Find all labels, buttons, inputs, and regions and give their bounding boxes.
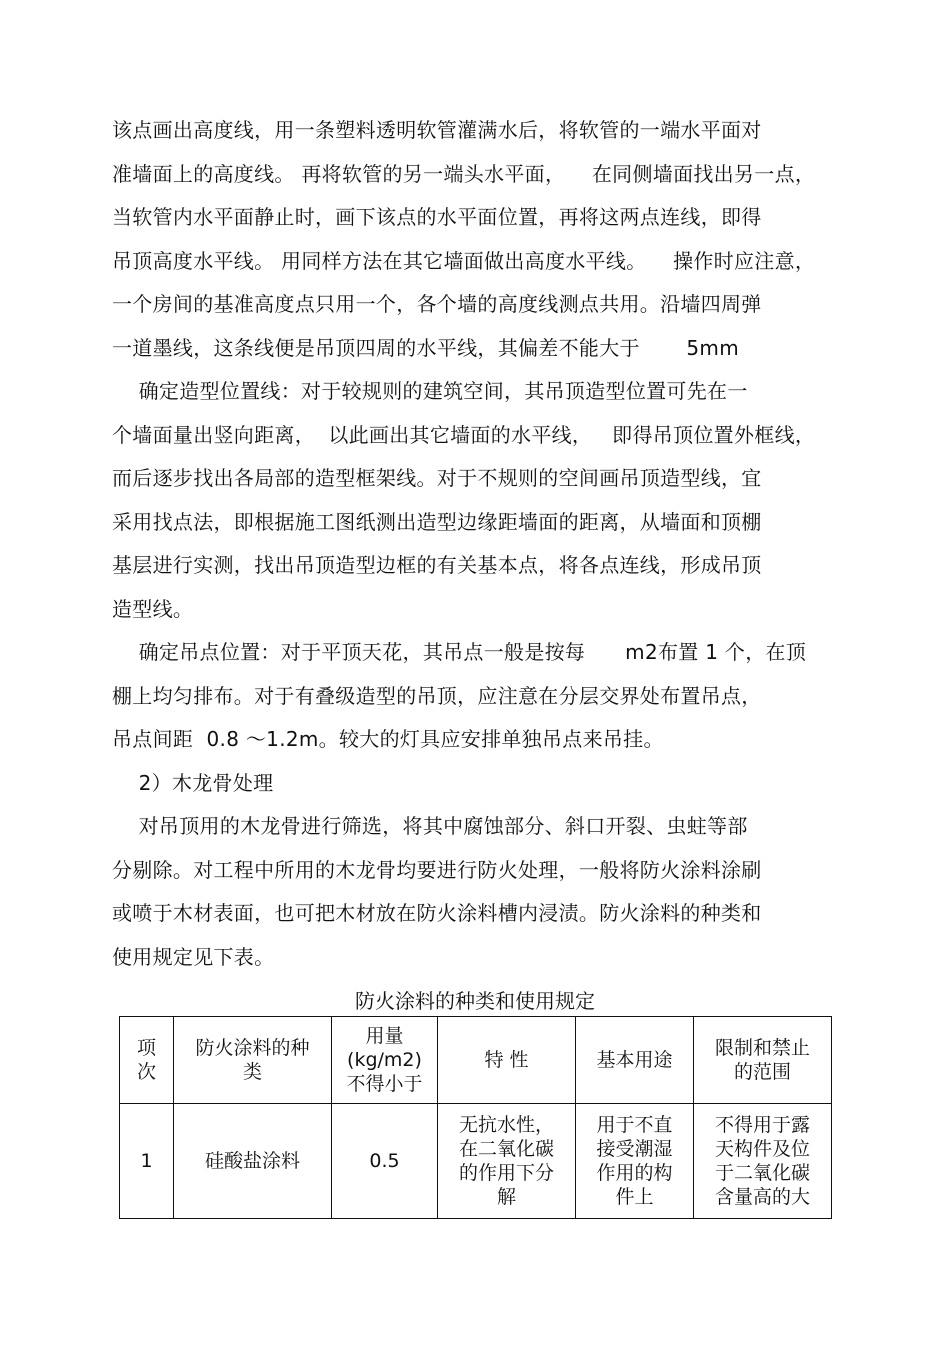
cell-index: 1: [120, 1104, 174, 1219]
paragraph-line: 该点画出高度线，用一条塑料透明软管灌满水后，将软管的一端水平面对: [112, 118, 762, 142]
paragraph-line: 当软管内水平面静止时，画下该点的水平面位置，再将这两点连线，即得: [112, 205, 762, 229]
paragraph-line: 吊点间距 0.8 ～1.2m。较大的灯具应安排单独吊点来吊挂。: [112, 727, 664, 751]
cell-dosage: 0.5: [332, 1104, 438, 1219]
paragraph-line: 或喷于木材表面，也可把木材放在防火涂料槽内浸渍。防火涂料的种类和: [112, 901, 762, 925]
header-cell-index: 项 次: [120, 1017, 174, 1104]
header-cell-restriction: 限制和禁止 的范围: [694, 1017, 832, 1104]
paragraph-line: 确定造型位置线：对于较规则的建筑空间，其吊顶造型位置可先在一: [112, 379, 748, 403]
paragraph-line: 一个房间的基准高度点只用一个，各个墙的高度线测点共用。沿墙四周弹: [112, 292, 762, 316]
paragraph-line: 对吊顶用的木龙骨进行筛选，将其中腐蚀部分、斜口开裂、虫蛀等部: [112, 814, 748, 838]
paragraph-line: 准墙面上的高度线。 再将软管的另一端头水平面， 在同侧墙面找出另一点，: [112, 162, 816, 186]
paragraph-line: 基层进行实测，找出吊顶造型边框的有关基本点，将各点连线，形成吊顶: [112, 553, 762, 577]
paragraph-line: 采用找点法，即根据施工图纸测出造型边缘距墙面的距离，从墙面和顶棚: [112, 510, 762, 534]
fire-coating-table: [119, 1016, 832, 1219]
header-cell-dosage: 用量 (kg/m2) 不得小于: [332, 1017, 438, 1104]
cell-type: 硅酸盐涂料: [174, 1104, 332, 1219]
paragraph-line: 2）木龙骨处理: [112, 771, 274, 795]
table-row: [120, 1104, 832, 1219]
paragraph-line: 而后逐步找出各局部的造型框架线。对于不规则的空间画吊顶造型线，宜: [112, 466, 762, 490]
paragraph-line: 个墙面量出竖向距离， 以此画出其它墙面的水平线， 即得吊顶位置外框线，: [112, 423, 816, 447]
table-header-row: [120, 1017, 832, 1104]
paragraph-line: 确定吊点位置：对于平顶天花，其吊点一般是按每 m2布置 1 个，在顶: [112, 640, 807, 664]
header-cell-property: 特 性: [438, 1017, 576, 1104]
header-cell-usage: 基本用途: [576, 1017, 694, 1104]
paragraph-line: 使用规定见下表。: [112, 945, 275, 969]
cell-usage: 用于不直 接受潮湿 作用的构 件上: [576, 1104, 694, 1219]
paragraph-line: 造型线。: [112, 597, 194, 621]
paragraph-line: 吊顶高度水平线。 用同样方法在其它墙面做出高度水平线。 操作时应注意，: [112, 249, 816, 273]
table-caption: 防火涂料的种类和使用规定: [355, 989, 595, 1013]
paragraph-line: 一道墨线，这条线便是吊顶四周的水平线，其偏差不能大于 5mm: [112, 336, 739, 360]
paragraph-line: 分剔除。对工程中所用的木龙骨均要进行防火处理，一般将防火涂料涂刷: [112, 858, 762, 882]
header-cell-type: 防火涂料的种 类: [174, 1017, 332, 1104]
cell-restriction: 不得用于露 天构件及位 于二氧化碳 含量高的大: [694, 1104, 832, 1219]
cell-property: 无抗水性， 在二氧化碳 的作用下分 解: [438, 1104, 576, 1219]
paragraph-line: 棚上均匀排布。对于有叠级造型的吊顶，应注意在分层交界处布置吊点，: [112, 684, 762, 708]
